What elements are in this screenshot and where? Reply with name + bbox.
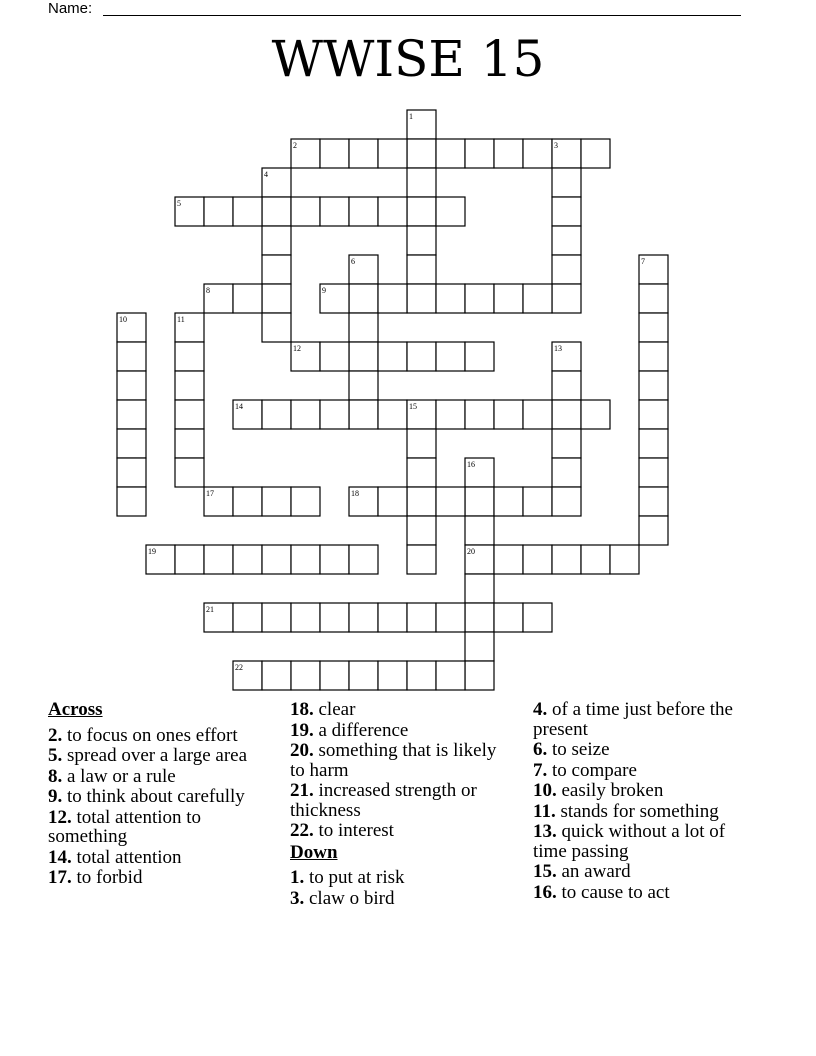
grid-cell[interactable] (436, 400, 465, 429)
grid-cell[interactable] (320, 139, 349, 168)
grid-cell[interactable] (291, 661, 320, 690)
grid-number: 16 (467, 460, 475, 469)
page-title: WWISE 15 (271, 30, 545, 88)
grid-cell[interactable] (523, 284, 552, 313)
grid-cell[interactable] (465, 139, 494, 168)
grid-cell[interactable] (349, 313, 378, 342)
grid-cell[interactable] (117, 400, 146, 429)
grid-cell[interactable] (233, 603, 262, 632)
grid-cell[interactable] (465, 487, 494, 516)
grid-cell[interactable] (407, 429, 436, 458)
grid-cell[interactable] (494, 400, 523, 429)
grid-cell[interactable] (175, 371, 204, 400)
grid-cell[interactable] (378, 400, 407, 429)
down-clue (533, 761, 758, 781)
across-clue (290, 700, 515, 720)
grid-cell[interactable] (349, 284, 378, 313)
clue-text: an award (556, 861, 631, 882)
down-clue (533, 822, 758, 861)
clue-number: 14. (48, 846, 72, 868)
grid-cell[interactable] (436, 487, 465, 516)
grid-cell[interactable] (378, 284, 407, 313)
grid-number: 5 (177, 199, 181, 208)
grid-cell[interactable] (610, 545, 639, 574)
grid-cell[interactable] (320, 603, 349, 632)
grid-cell[interactable] (378, 487, 407, 516)
across-clue (48, 787, 268, 807)
grid-number: 3 (554, 141, 558, 150)
grid-cell[interactable] (349, 197, 378, 226)
clue-text: total attention (71, 846, 182, 868)
grid-cell[interactable] (639, 487, 668, 516)
grid-number: 12 (293, 344, 301, 353)
clue-column-1 (48, 700, 268, 889)
grid-cell[interactable] (581, 545, 610, 574)
grid-cell[interactable] (465, 342, 494, 371)
clue-text: to put at risk (304, 867, 405, 888)
grid-cell[interactable] (552, 197, 581, 226)
grid-number: 11 (177, 315, 185, 324)
down-clue (533, 700, 758, 739)
grid-cell[interactable] (117, 429, 146, 458)
grid-cell[interactable] (552, 458, 581, 487)
clue-number: 7. (533, 759, 548, 781)
grid-cell[interactable] (320, 661, 349, 690)
grid-cell[interactable] (320, 197, 349, 226)
grid-cell[interactable] (378, 603, 407, 632)
clue-text: increased strength or thickness (290, 780, 477, 821)
grid-cell[interactable] (378, 139, 407, 168)
clue-text: easily broken (556, 780, 664, 801)
grid-cell[interactable] (407, 545, 436, 574)
clue-number: 13. (533, 821, 557, 842)
grid-number: 8 (206, 286, 210, 295)
grid-cell[interactable] (552, 284, 581, 313)
grid-cell[interactable] (552, 226, 581, 255)
grid-number: 4 (264, 170, 268, 179)
grid-cell[interactable] (233, 545, 262, 574)
grid-cell[interactable] (291, 197, 320, 226)
clue-text: spread over a large area (62, 745, 248, 766)
clue-text: of a time just before the present (533, 699, 733, 740)
grid-cell[interactable] (436, 139, 465, 168)
grid-cell[interactable] (262, 255, 291, 284)
grid-cell[interactable] (233, 284, 262, 313)
grid-number: 9 (322, 286, 326, 295)
grid-cell[interactable] (494, 139, 523, 168)
grid-cell[interactable] (117, 371, 146, 400)
clue-number: 5. (48, 745, 63, 766)
grid-cell[interactable] (523, 545, 552, 574)
grid-cell[interactable] (494, 487, 523, 516)
clue-text: to interest (313, 820, 394, 841)
clue-number: 6. (533, 739, 548, 760)
grid-cell[interactable] (407, 284, 436, 313)
grid-cell[interactable] (494, 545, 523, 574)
clue-text: to compare (547, 759, 637, 781)
grid-cell[interactable] (465, 400, 494, 429)
clue-text: clear (313, 699, 356, 720)
clue-number: 22. (290, 820, 314, 841)
grid-cell[interactable] (262, 545, 291, 574)
grid-number: 6 (351, 257, 355, 266)
grid-cell[interactable] (407, 226, 436, 255)
grid-cell[interactable] (523, 603, 552, 632)
grid-cell[interactable] (465, 632, 494, 661)
across-clue (48, 726, 268, 746)
grid-cell[interactable] (407, 603, 436, 632)
grid-cell[interactable] (552, 168, 581, 197)
grid-cell[interactable] (465, 603, 494, 632)
grid-number: 7 (641, 257, 645, 266)
grid-cell[interactable] (291, 400, 320, 429)
clue-text: total attention to something (48, 806, 202, 847)
grid-cell[interactable] (436, 342, 465, 371)
clue-text: to seize (547, 739, 610, 760)
grid-cell[interactable] (465, 284, 494, 313)
grid-cell[interactable] (465, 661, 494, 690)
grid-cell[interactable] (523, 400, 552, 429)
clue-number: 18. (290, 699, 314, 720)
clue-number: 19. (290, 719, 314, 741)
grid-cell[interactable] (407, 197, 436, 226)
grid-cell[interactable] (291, 487, 320, 516)
clue-number: 11. (533, 800, 556, 822)
grid-cell[interactable] (175, 458, 204, 487)
clue-number: 3. (290, 887, 305, 909)
grid-cell[interactable] (117, 342, 146, 371)
across-clue (48, 848, 268, 868)
grid-cell[interactable] (639, 429, 668, 458)
down-clue (533, 740, 758, 760)
clue-number: 10. (533, 780, 557, 801)
grid-cell[interactable] (552, 429, 581, 458)
grid-cell[interactable] (175, 429, 204, 458)
grid-cell[interactable] (117, 487, 146, 516)
down-clue (533, 883, 758, 903)
grid-cell[interactable] (407, 458, 436, 487)
grid-number: 20 (467, 547, 475, 556)
across-heading: Across (48, 699, 103, 720)
grid-cell[interactable] (552, 371, 581, 400)
grid-cell[interactable] (639, 458, 668, 487)
grid-cell[interactable] (378, 342, 407, 371)
clue-number: 9. (48, 786, 63, 807)
grid-cell[interactable] (494, 284, 523, 313)
grid-cell[interactable] (262, 400, 291, 429)
clue-number: 15. (533, 861, 557, 882)
across-clue (290, 781, 515, 820)
grid-cell[interactable] (291, 545, 320, 574)
grid-number: 14 (235, 402, 243, 411)
grid-cell[interactable] (436, 603, 465, 632)
grid-number: 21 (206, 605, 214, 614)
grid-cell[interactable] (262, 313, 291, 342)
grid-number: 18 (351, 489, 359, 498)
name-label: Name: (48, 0, 93, 17)
grid-cell[interactable] (407, 168, 436, 197)
across-clue (290, 721, 515, 741)
grid-cell[interactable] (320, 400, 349, 429)
grid-cell[interactable] (204, 197, 233, 226)
grid-cell[interactable] (639, 342, 668, 371)
across-clue (48, 746, 268, 766)
grid-number: 19 (148, 547, 156, 556)
grid-cell[interactable] (465, 574, 494, 603)
grid-cell[interactable] (523, 487, 552, 516)
grid-cell[interactable] (552, 487, 581, 516)
grid-cell[interactable] (378, 197, 407, 226)
across-clue (290, 821, 515, 841)
grid-cell[interactable] (262, 487, 291, 516)
down-clue (290, 889, 515, 909)
grid-cell[interactable] (552, 400, 581, 429)
grid-number: 15 (409, 402, 417, 411)
grid-cell[interactable] (349, 342, 378, 371)
clue-number: 20. (290, 740, 314, 761)
grid-cell[interactable] (523, 139, 552, 168)
across-clue (290, 741, 515, 780)
grid-number: 22 (235, 663, 243, 672)
grid-cell[interactable] (407, 255, 436, 284)
grid-cell[interactable] (494, 603, 523, 632)
grid-cell[interactable] (349, 603, 378, 632)
clue-number: 16. (533, 881, 557, 903)
grid-cell[interactable] (320, 545, 349, 574)
clue-number: 21. (290, 780, 314, 801)
grid-cell[interactable] (175, 342, 204, 371)
grid-cell[interactable] (262, 284, 291, 313)
grid-cell[interactable] (349, 400, 378, 429)
clue-number: 2. (48, 724, 63, 746)
grid-cell[interactable] (581, 400, 610, 429)
grid-number: 13 (554, 344, 562, 353)
grid-cell[interactable] (320, 342, 349, 371)
grid-cell[interactable] (639, 313, 668, 342)
down-clue (533, 862, 758, 882)
grid-cell[interactable] (349, 661, 378, 690)
clue-text: to focus on ones effort (62, 724, 238, 746)
clue-column-3 (533, 700, 758, 903)
clue-number: 1. (290, 867, 305, 888)
clue-number: 17. (48, 867, 72, 888)
grid-number: 17 (206, 489, 214, 498)
clue-text: to cause to act (556, 881, 670, 903)
clue-text: stands for something (555, 800, 719, 822)
grid-cell[interactable] (581, 139, 610, 168)
clue-number: 4. (533, 699, 548, 720)
grid-cell[interactable] (117, 458, 146, 487)
grid-cell[interactable] (407, 661, 436, 690)
clue-text: a law or a rule (62, 765, 176, 787)
grid-cell[interactable] (465, 516, 494, 545)
across-clue (48, 808, 268, 847)
clue-column-2 (290, 700, 515, 909)
grid-cell[interactable] (175, 400, 204, 429)
grid-cell[interactable] (407, 342, 436, 371)
grid-cell[interactable] (436, 661, 465, 690)
grid-cell[interactable] (262, 661, 291, 690)
grid-cell[interactable] (262, 197, 291, 226)
grid-cell[interactable] (204, 545, 233, 574)
grid-cell[interactable] (407, 139, 436, 168)
down-clue (533, 781, 758, 801)
clue-text: quick without a lot of time passing (533, 821, 726, 862)
grid-cell[interactable] (407, 516, 436, 545)
clue-text: something that is likely to harm (290, 740, 497, 781)
clue-text: a difference (313, 719, 409, 741)
grid-cell[interactable] (639, 516, 668, 545)
across-clue (48, 767, 268, 787)
down-clue (290, 868, 515, 888)
grid-number: 2 (293, 141, 297, 150)
grid-cell[interactable] (262, 226, 291, 255)
across-clue (48, 868, 268, 888)
clue-text: claw o bird (304, 887, 395, 909)
grid-cell[interactable] (552, 255, 581, 284)
grid-cell[interactable] (262, 603, 291, 632)
grid-cell[interactable] (552, 545, 581, 574)
clue-text: to think about carefully (62, 786, 245, 807)
grid-cell[interactable] (233, 487, 262, 516)
grid-cell[interactable] (639, 371, 668, 400)
grid-cell[interactable] (291, 603, 320, 632)
clue-number: 12. (48, 806, 72, 828)
down-heading: Down (290, 841, 338, 863)
grid-cell[interactable] (639, 284, 668, 313)
grid-cell[interactable] (233, 197, 262, 226)
grid-cell[interactable] (407, 487, 436, 516)
grid-cell[interactable] (436, 197, 465, 226)
grid-cell[interactable] (378, 661, 407, 690)
grid-cell[interactable] (639, 400, 668, 429)
grid-cell[interactable] (349, 545, 378, 574)
grid-cell[interactable] (349, 371, 378, 400)
grid-cell[interactable] (436, 284, 465, 313)
grid-number: 1 (409, 112, 413, 121)
grid-cell[interactable] (175, 545, 204, 574)
clue-number: 8. (48, 765, 63, 787)
grid-number: 10 (119, 315, 127, 324)
down-clue (533, 802, 758, 822)
grid-cell[interactable] (349, 139, 378, 168)
clue-text: to forbid (71, 867, 143, 888)
